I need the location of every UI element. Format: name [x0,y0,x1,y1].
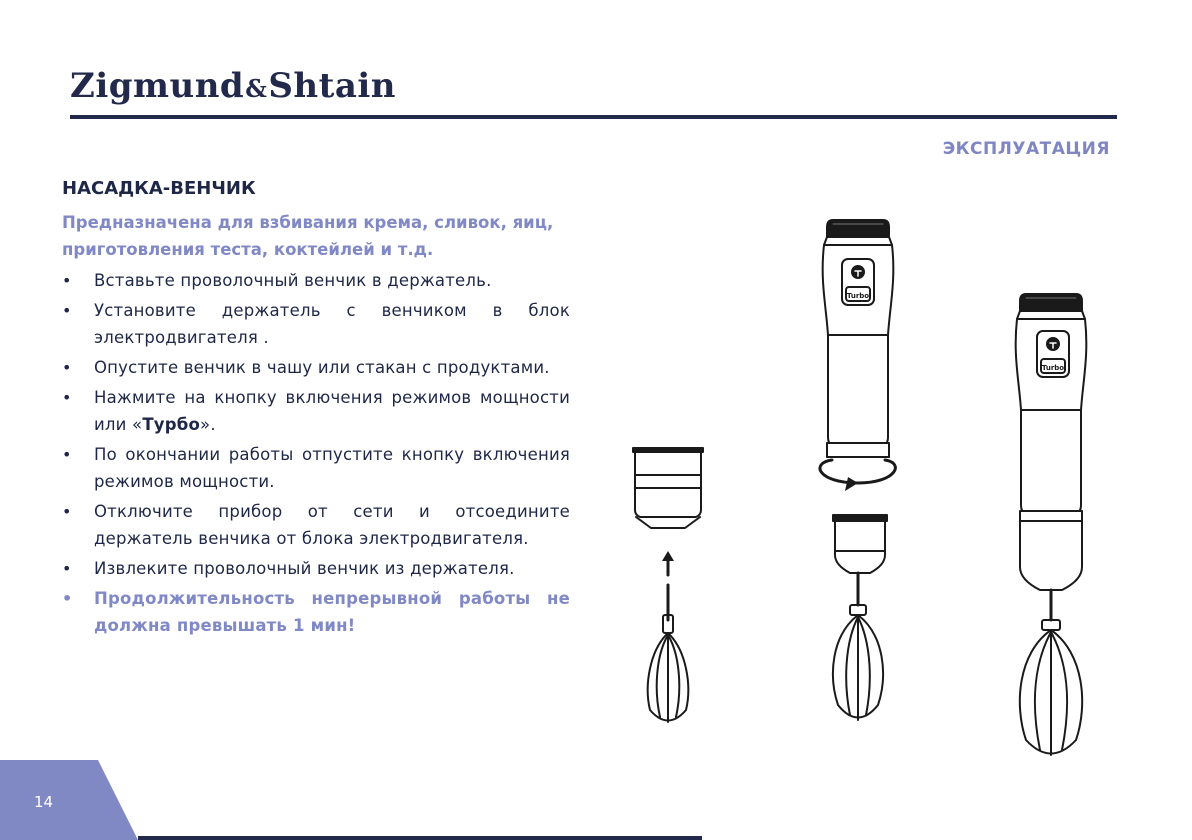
middle-whisk-icon [833,605,883,720]
middle-whisk-holder-icon [833,515,887,605]
turbo-emphasis: Турбо [142,415,201,434]
warning-item: • Продолжительность непрерывной работы не должна превышать 1 мин! [62,585,570,639]
intro-text: Предназначена для взбивания крема, сливок, яиц, приготовления теста, коктейлей и т.д. [62,213,554,259]
brand-name-part1: Zigmund [70,66,245,106]
page-title: НАСАДКА-ВЕНЧИК [62,178,256,199]
whisk-holder-icon [633,448,703,528]
list-item: • Отключите прибор от сети и отсоедините держатель венчика от блока электродвигателя. [62,498,570,552]
blender-motor-icon [823,220,894,457]
blender-whisk-illustration [600,205,1120,775]
list-item: • Вставьте проволочный венчик в держатель. [62,267,570,294]
list-item: • Опустите венчик в чашу или стакан с продуктами. [62,354,570,381]
turbo-button-label: Turbo [1041,364,1065,372]
list-item: • Установите держатель с венчиком в блок электродвигателя . [62,297,570,351]
brand-name-part2: Shtain [268,66,397,106]
page-number: 14 [34,793,54,811]
turbo-button-label: Turbo [846,292,870,300]
rotate-arrow-icon [820,460,895,491]
list-item: • Извлеките проволочный венчик из держателя. [62,555,570,582]
section-label: ЭКСПЛУАТАЦИЯ [942,139,1110,159]
header-divider [70,115,1117,119]
steps-list [62,267,570,639]
step-text: Нажмите на кнопку включения режимов мощности или « [94,388,570,434]
list-item: • По окончании работы отпустите кнопку включения режимов мощности. [62,441,570,495]
whisk-icon [648,585,689,722]
instructions-block [62,178,570,642]
arrow-up-icon [662,551,674,575]
footer-corner-tab [0,760,140,840]
brand-logo [70,66,396,106]
footer-divider [138,836,702,840]
brand-ampersand: & [245,74,268,103]
list-item [62,384,570,438]
step-text-end: ». [200,415,216,434]
